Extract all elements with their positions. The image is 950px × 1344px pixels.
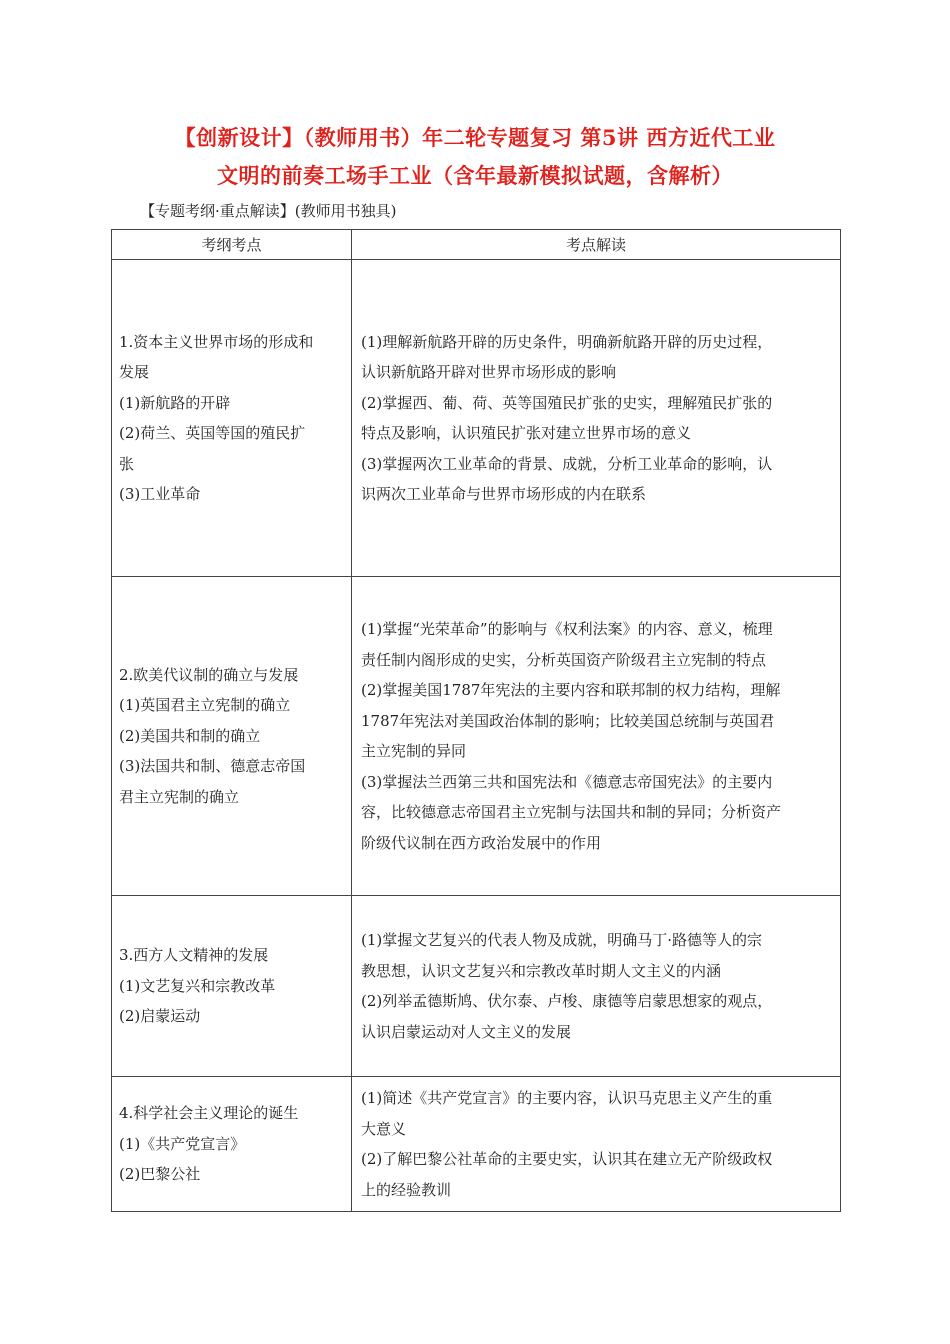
- table-row: [112, 1077, 841, 1212]
- cell-line: (3)掌握两次工业革命的背景、成就，分析工业革命的影响，认: [361, 454, 773, 473]
- cell-line: (3)法国共和制、德意志帝国: [119, 757, 306, 776]
- interpretation-cell: [352, 577, 841, 896]
- section-subtitle: 【专题考纲·重点解读】(教师用书独具): [140, 202, 397, 220]
- cell-line: 教思想，认识文艺复兴和宗教改革时期人文主义的内涵: [361, 961, 722, 980]
- cell-line: 主立宪制的异同: [361, 742, 467, 760]
- syllabus-point-cell: [112, 896, 352, 1077]
- cell-line: (1)英国君主立宪制的确立: [119, 696, 291, 715]
- cell-line: (2)启蒙运动: [119, 1007, 201, 1026]
- cell-line: 容，比较德意志帝国君主立宪制与法国共和制的异同；分析资产: [361, 803, 782, 821]
- cell-line: 责任制内阁形成的史实，分析英国资产阶级君主立宪制的特点: [361, 650, 767, 669]
- interpretation-cell: [352, 1077, 841, 1212]
- cell-line: (2)列举孟德斯鸠、伏尔泰、卢梭、康德等启蒙思想家的观点，: [361, 992, 773, 1010]
- cell-line: (1)掌握文艺复兴的代表人物及成就，明确马丁·路德等人的宗: [361, 931, 763, 949]
- cell-line: (1)理解新航路开辟的历史条件，明确新航路开辟的历史过程，: [361, 332, 773, 351]
- cell-line: 发展: [119, 363, 150, 381]
- header-syllabus-points: 考纲考点: [112, 230, 352, 260]
- cell-line: 张: [119, 454, 135, 473]
- cell-line: 1787年宪法对美国政治体制的影响；比较美国总统制与英国君: [361, 711, 775, 730]
- interpretation-cell: [352, 260, 841, 577]
- cell-line: (2)荷兰、英国等国的殖民扩: [119, 424, 306, 442]
- table-header-row: [112, 230, 841, 260]
- cell-line: 大意义: [361, 1119, 407, 1138]
- cell-line: (1)掌握“光荣革命”的影响与《权利法案》的内容、意义，梳理: [361, 620, 773, 638]
- cell-line: (3)掌握法兰西第三共和国宪法和《德意志帝国宪法》的主要内: [361, 772, 773, 791]
- cell-line: 2.欧美代议制的确立与发展: [119, 665, 299, 684]
- cell-line: 认识新航路开辟对世界市场形成的影响: [361, 363, 617, 381]
- cell-line: (1)简述《共产党宣言》的主要内容，认识马克思主义产生的重: [361, 1089, 773, 1107]
- table-row: [112, 260, 841, 577]
- cell-line: (2)掌握西、葡、荷、英等国殖民扩张的史实，理解殖民扩张的: [361, 393, 773, 412]
- syllabus-point-cell: [112, 260, 352, 577]
- document-title-line-1: 【创新设计】（教师用书）年二轮专题复习 第5讲 西方近代工业: [174, 125, 776, 150]
- cell-line: (3)工业革命: [119, 485, 201, 503]
- interpretation-cell: [352, 896, 841, 1077]
- cell-line: 3.西方人文精神的发展: [119, 946, 269, 965]
- cell-line: (1)《共产党宣言》: [119, 1134, 246, 1153]
- syllabus-point-cell: [112, 577, 352, 896]
- cell-line: 识两次工业革命与世界市场形成的内在联系: [361, 485, 647, 503]
- cell-line: 1.资本主义世界市场的形成和: [119, 332, 314, 351]
- syllabus-table: [111, 229, 841, 1212]
- cell-line: (1)新航路的开辟: [119, 393, 231, 412]
- cell-line: 君主立宪制的确立: [119, 787, 240, 806]
- cell-line: (2)了解巴黎公社革命的主要史实，认识其在建立无产阶级政权: [361, 1150, 773, 1168]
- cell-line: (2)美国共和制的确立: [119, 726, 261, 745]
- cell-line: 特点及影响，认识殖民扩张对建立世界市场的意义: [361, 424, 692, 442]
- table-row: [112, 577, 841, 896]
- header-point-interpretation: 考点解读: [352, 230, 841, 260]
- cell-line: (1)文艺复兴和宗教改革: [119, 976, 276, 995]
- cell-line: (2)巴黎公社: [119, 1165, 201, 1184]
- cell-line: (2)掌握美国1787年宪法的主要内容和联邦制的权力结构，理解: [361, 681, 781, 699]
- table-row: [112, 896, 841, 1077]
- syllabus-point-cell: [112, 1077, 352, 1212]
- cell-line: 4.科学社会主义理论的诞生: [119, 1104, 299, 1123]
- document-title-line-2: 文明的前奏工场手工业（含年最新模拟试题，含解析）: [217, 163, 733, 188]
- cell-line: 认识启蒙运动对人文主义的发展: [361, 1022, 572, 1041]
- cell-line: 上的经验教训: [361, 1180, 452, 1199]
- cell-line: 阶级代议制在西方政治发展中的作用: [361, 833, 602, 852]
